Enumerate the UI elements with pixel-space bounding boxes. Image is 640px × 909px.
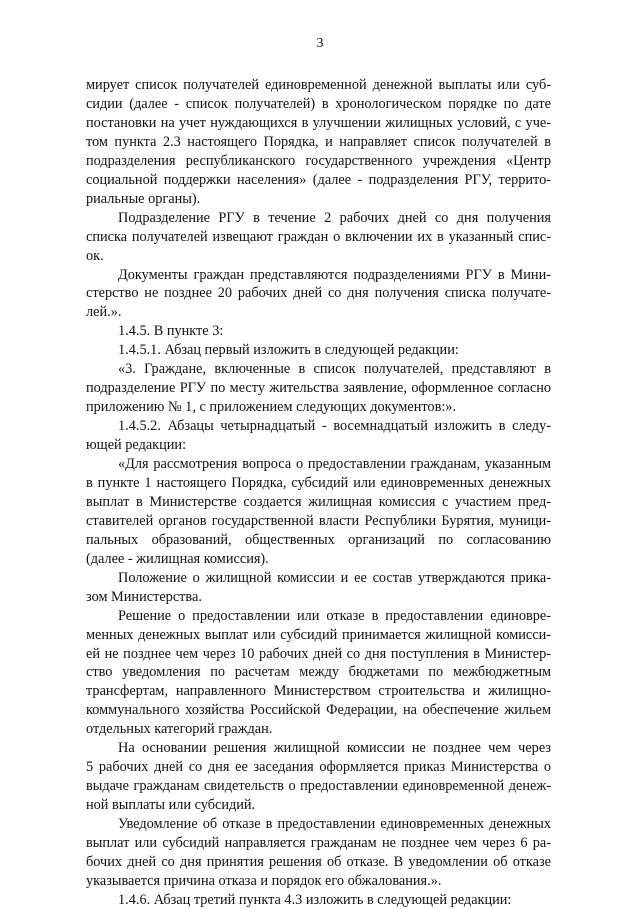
text-line: списка получателей извещают граждан о включении их в указанный спис- <box>86 228 551 245</box>
text-line: Подразделение РГУ в течение 2 рабочих дней со дня получения <box>118 209 551 226</box>
text-line: подразделение РГУ по месту жительства заявление, оформленное согласно <box>86 380 551 397</box>
text-line: сидии (далее - список получателей) в хронологическом порядке по дате <box>86 95 551 112</box>
text-line: в пункте 1 настоящего Порядка, субсидий или единовременных денежных <box>86 474 551 491</box>
text-line: Уведомление об отказе в предоставлении единовременных денежных <box>118 816 551 833</box>
text-line: Документы граждан представляются подразделениями РГУ в Мини- <box>118 266 551 283</box>
text-line: постановки на учет нуждающихся в улучшении жилищных условий, с уче- <box>86 114 551 131</box>
text-line: 1.4.5.1. Абзац первый изложить в следующей редакции: <box>118 342 459 359</box>
text-line: «Для рассмотрения вопроса о предоставлении гражданам, указанным <box>118 456 551 472</box>
text-line: ство уведомления по расчетам между бюджетами по межбюджетным <box>86 664 551 681</box>
text-line: ной выплаты или субсидий. <box>86 797 256 814</box>
text-line: Решение о предоставлении или отказе в предоставлении единовре- <box>118 607 551 624</box>
text-line: коммунального хозяйства Российской Федерации, на обеспечение жильем <box>86 702 551 719</box>
text-line: приложению № 1, с приложением следующих документов:». <box>86 399 457 416</box>
text-line: трансфертам, направленного Министерством строительства и жилищно- <box>86 683 551 700</box>
text-line: менных денежных выплат или субсидий принимается жилищной комисси- <box>86 626 551 643</box>
text-line: том пункта 2.3 настоящего Порядка, и направляет список получателей в <box>86 133 551 150</box>
text-line: риальные органы). <box>86 190 201 207</box>
text-line: социальной поддержки населения» (далее - подразделения РГУ, террито- <box>86 171 551 188</box>
text-line: 1.4.5.2. Абзацы четырнадцатый - восемнадцатый изложить в следу- <box>118 418 551 435</box>
text-line: выплат или субсидий направляется гражданам не позднее чем через 6 ра- <box>86 835 551 851</box>
text-line: подразделения республиканского государственного учреждения «Центр <box>86 152 551 169</box>
text-line: 1.4.5. В пункте 3: <box>118 323 224 340</box>
text-line: ющей редакции: <box>86 437 187 454</box>
text-line: ставителей органов государственной власти Республики Бурятия, муници- <box>86 512 551 529</box>
text-line: ей не позднее чем через 10 рабочих дней со дня поступления в Министер- <box>86 645 551 662</box>
text-line: 1.4.6. Абзац третий пункта 4.3 изложить в следующей редакции: <box>118 891 512 908</box>
text-line: пальных образований, общественных организаций по согласованию <box>86 531 551 548</box>
text-line: указывается причина отказа и порядок его обжалования.». <box>86 872 442 889</box>
text-line: выдаче гражданам свидетельств о предоставлении единовременной денеж- <box>86 778 551 795</box>
text-line: лей.». <box>86 304 122 321</box>
text-line: стерство не позднее 20 рабочих дней со дня получения списка получате- <box>86 285 551 302</box>
page-number: 3 <box>316 36 324 51</box>
text-line: выплат в Министерстве создается жилищная комиссия с участием пред- <box>86 493 551 510</box>
text-line: зом Министерства. <box>86 588 202 605</box>
text-line: 5 рабочих дней со дня ее заседания оформляется приказ Министерства о <box>86 759 551 776</box>
text-line: бочих дней со дня принятия решения об отказе. В уведомлении об отказе <box>86 853 551 870</box>
text-line: Положение о жилищной комиссии и ее состав утверждаются прика- <box>118 569 551 586</box>
text-line: ок. <box>86 247 104 264</box>
text-line: отдельных категорий граждан. <box>86 721 273 738</box>
text-line: мирует список получателей единовременной денежной выплаты или суб- <box>86 77 551 93</box>
text-line: На основании решения жилищной комиссии не позднее чем через <box>118 740 551 757</box>
text-line: (далее - жилищная комиссия). <box>86 550 269 567</box>
text-line: «3. Граждане, включенные в список получателей, представляют в <box>118 361 551 378</box>
